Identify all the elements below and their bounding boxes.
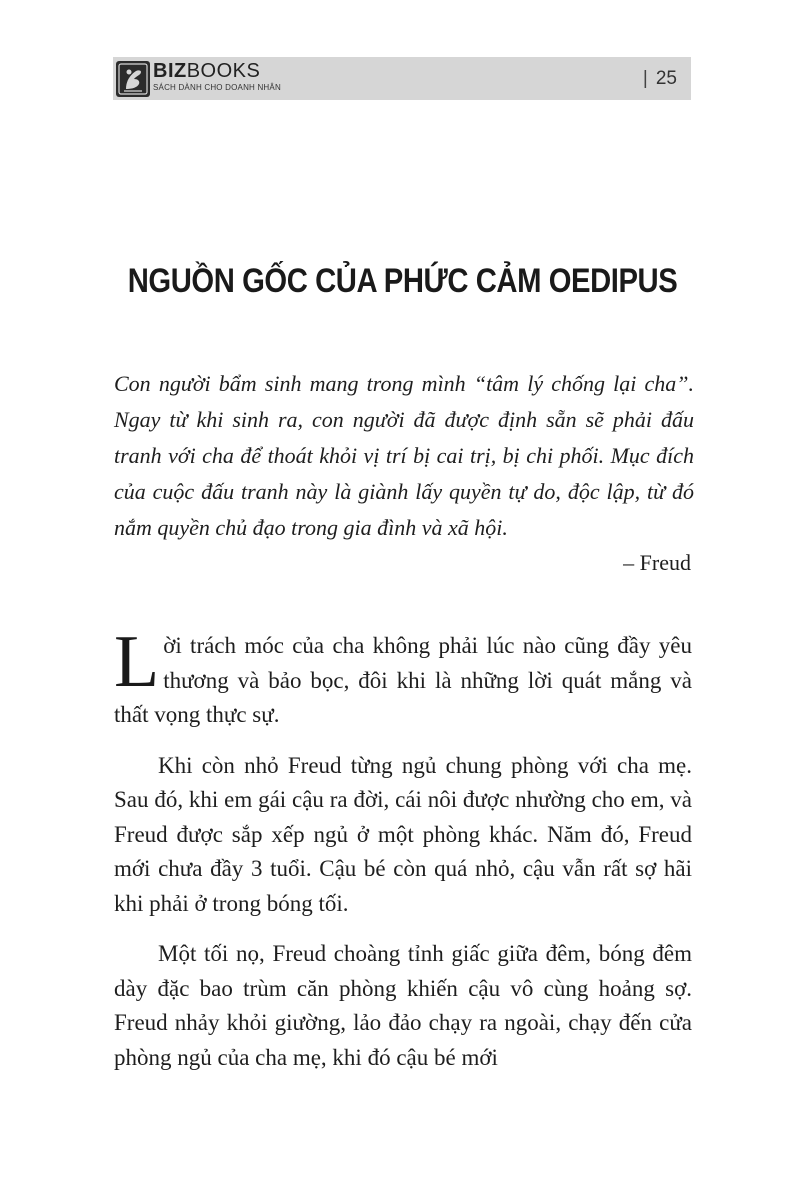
brand-name-bold: BIZ	[153, 60, 187, 82]
paragraph-3: Một tối nọ, Freud choàng tỉnh giấc giữa đêm, bóng đêm dày đặc bao trùm căn phòng khiến cậu vô cùng hoảng sợ. Freud nhảy khỏi giường, lảo đảo chạy ra ngoài, chạy đến cửa phòng ngủ của cha mẹ, khi đó cậu bé mới	[114, 941, 692, 1070]
epigraph	[114, 366, 694, 546]
brand-name	[153, 60, 260, 82]
page-number-separator: |	[642, 68, 648, 89]
page-number-value: 25	[655, 68, 677, 89]
epigraph-attribution: – Freud	[623, 550, 691, 575]
paragraph-1-text: ời trách móc của cha không phải lúc nào cũng đầy yêu thương và bảo bọc, đôi khi là những lời quát mắng và thất vọng thực sự.	[114, 633, 692, 727]
paragraph-2: Khi còn nhỏ Freud từng ngủ chung phòng với cha mẹ. Sau đó, khi em gái cậu ra đời, cái nôi được nhường cho em, và Freud được sắp xếp ngủ ở một phòng khác. Năm đó, Freud mới chưa đầy 3 tuổi. Cậu bé còn quá nhỏ, cậu vẫn rất sợ hãi khi phải ở trong bóng tối.	[114, 752, 692, 916]
page-number	[643, 67, 677, 91]
epigraph-text: Con người bẩm sinh mang trong mình “tâm lý chống lại cha”. Ngay từ khi sinh ra, con người đã được định sẵn sẽ phải đấu tranh với cha để thoát khỏi vị trí bị cai trị, bị chi phối. Mục đích của cuộc đấu tranh này là giành lấy quyền tự do, độc lập, từ đó nắm quyền chủ đạo trong gia đình và xã hội.	[114, 371, 694, 540]
brand-tagline: SÁCH DÀNH CHO DOANH NHÂN	[153, 83, 281, 92]
bizbooks-logo-icon	[116, 61, 150, 97]
brand-name-light: BOOKS	[186, 60, 261, 82]
body-text	[114, 621, 692, 1091]
drop-cap: L	[114, 621, 160, 703]
chapter-title: NGUỒN GỐC CỦA PHỨC CẢM OEDIPUS	[127, 262, 678, 300]
running-header	[113, 57, 691, 100]
paragraph-1	[114, 621, 692, 733]
